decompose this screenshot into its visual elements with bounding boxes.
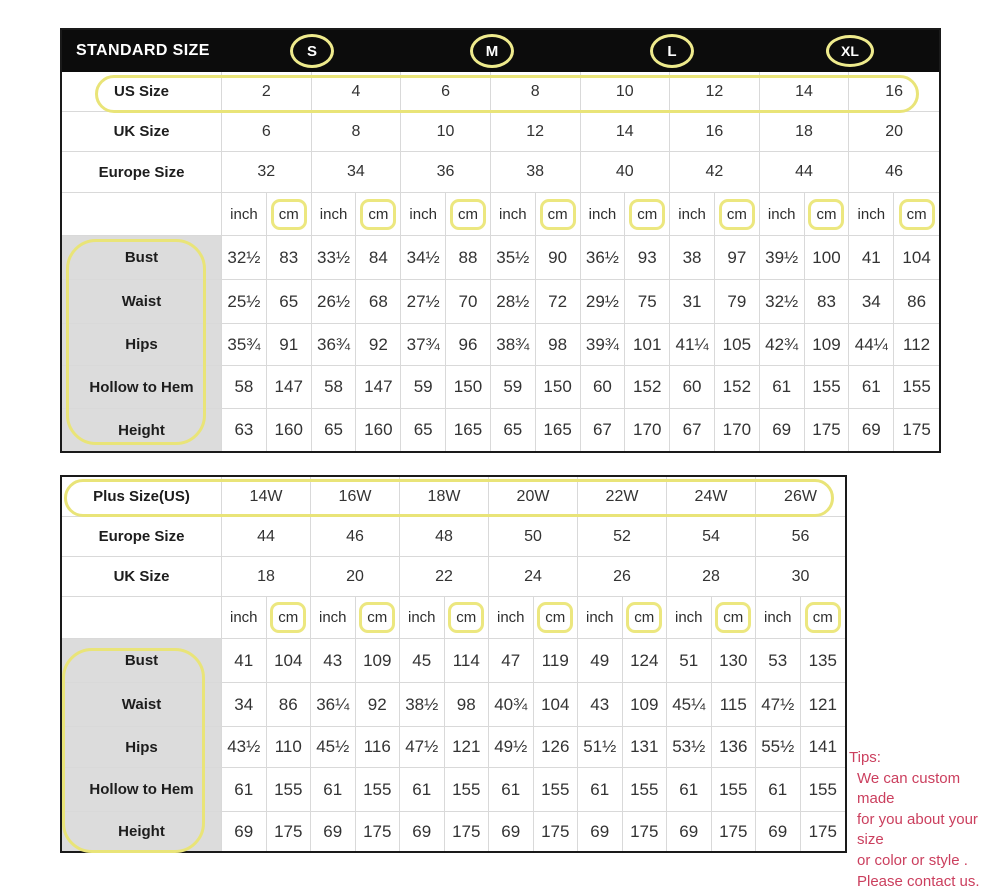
cell-hollow-to-hem-6: 61 (489, 768, 534, 812)
cell-waist-12: 47½ (756, 683, 801, 727)
cell-bust-7: 119 (534, 639, 579, 683)
cell-bust-11: 130 (712, 639, 757, 683)
row-label-hips: Hips (62, 727, 222, 768)
cm-highlight-box: cm (540, 199, 576, 230)
cell-waist-12: 32½ (760, 280, 805, 324)
size-badge-m: M (470, 34, 514, 68)
cell-waist-1: 86 (267, 683, 312, 727)
cell-waist-11: 115 (712, 683, 757, 727)
cm-highlight-box: cm (626, 602, 662, 633)
cell-us-size-3: 8 (491, 72, 581, 112)
cell-bust-9: 124 (623, 639, 668, 683)
tips-line: for you about your size (857, 811, 978, 848)
unit-row-spacer (62, 597, 222, 639)
cell-waist-2: 36¼ (311, 683, 356, 727)
cell-uk-size-6: 18 (760, 112, 850, 152)
cell-bust-4: 34½ (401, 236, 446, 280)
plus-size-table (60, 475, 847, 853)
cell-hollow-to-hem-4: 61 (400, 768, 445, 812)
unit-cm-1 (356, 193, 401, 236)
cell-hollow-to-hem-3: 155 (356, 768, 401, 812)
cell-height-1: 175 (267, 812, 312, 851)
unit-cm-6 (801, 597, 846, 639)
cell-waist-8: 29½ (581, 280, 626, 324)
cell-hips-3: 92 (356, 324, 401, 366)
cell-us-size-4: 10 (581, 72, 671, 112)
cell-hollow-to-hem-0: 58 (222, 366, 267, 409)
cell-europe-size-4: 52 (578, 517, 667, 557)
cell-hollow-to-hem-15: 155 (894, 366, 939, 409)
cell-plus-size-us-5: 24W (667, 477, 756, 517)
cell-height-11: 170 (715, 409, 760, 451)
row-label-us-size: US Size (62, 72, 222, 112)
cell-bust-7: 90 (536, 236, 581, 280)
cell-bust-12: 39½ (760, 236, 805, 280)
cell-height-0: 69 (222, 812, 267, 851)
cell-hollow-to-hem-5: 150 (446, 366, 491, 409)
cell-hollow-to-hem-0: 61 (222, 768, 267, 812)
cell-uk-size-3: 12 (491, 112, 581, 152)
cell-europe-size-3: 38 (491, 152, 581, 193)
cell-hips-9: 131 (623, 727, 668, 768)
cell-height-14: 69 (849, 409, 894, 451)
cell-bust-5: 114 (445, 639, 490, 683)
cell-hips-8: 39¾ (581, 324, 626, 366)
unit-cm-1 (356, 597, 401, 639)
cell-height-7: 165 (536, 409, 581, 451)
unit-inch-0: inch (222, 193, 267, 236)
unit-cm-5 (712, 597, 757, 639)
cell-plus-size-us-0: 14W (222, 477, 311, 517)
cell-uk-size-2: 10 (401, 112, 491, 152)
cell-height-3: 160 (356, 409, 401, 451)
cell-waist-13: 83 (805, 280, 850, 324)
cell-waist-0: 25½ (222, 280, 267, 324)
cell-uk-size-3: 24 (489, 557, 578, 597)
cell-hollow-to-hem-10: 61 (667, 768, 712, 812)
row-label-uk-size: UK Size (62, 557, 222, 597)
cell-height-4: 69 (400, 812, 445, 851)
unit-cm-0 (267, 193, 312, 236)
unit-cm-3 (534, 597, 579, 639)
unit-inch-3: inch (489, 597, 534, 639)
cell-hollow-to-hem-11: 155 (712, 768, 757, 812)
cm-highlight-box: cm (359, 602, 395, 633)
cell-hollow-to-hem-4: 59 (401, 366, 446, 409)
cell-uk-size-5: 16 (670, 112, 760, 152)
cell-hips-1: 91 (267, 324, 312, 366)
cell-hips-6: 38¾ (491, 324, 536, 366)
cell-us-size-5: 12 (670, 72, 760, 112)
unit-inch-3: inch (491, 193, 536, 236)
cell-hips-2: 36¾ (312, 324, 357, 366)
cell-waist-7: 104 (534, 683, 579, 727)
cell-hips-13: 141 (801, 727, 846, 768)
cell-hollow-to-hem-6: 59 (491, 366, 536, 409)
cell-hips-9: 101 (625, 324, 670, 366)
cell-hollow-to-hem-2: 58 (312, 366, 357, 409)
unit-inch-2: inch (400, 597, 445, 639)
row-label-waist: Waist (62, 280, 222, 324)
cell-waist-1: 65 (267, 280, 312, 324)
cell-bust-6: 47 (489, 639, 534, 683)
plus-size-body (62, 477, 845, 851)
standard-size-title: STANDARD SIZE (76, 42, 210, 59)
cell-hollow-to-hem-12: 61 (756, 768, 801, 812)
cell-waist-3: 92 (356, 683, 401, 727)
unit-inch-4: inch (581, 193, 626, 236)
size-badge-s: S (290, 34, 334, 68)
cell-bust-14: 41 (849, 236, 894, 280)
row-label-europe-size: Europe Size (62, 517, 222, 557)
cell-europe-size-0: 32 (222, 152, 312, 193)
cell-hollow-to-hem-1: 155 (267, 768, 312, 812)
cell-hollow-to-hem-9: 155 (623, 768, 668, 812)
cell-bust-2: 33½ (312, 236, 357, 280)
cell-us-size-6: 14 (760, 72, 850, 112)
cell-plus-size-us-1: 16W (311, 477, 400, 517)
cm-highlight-box: cm (899, 199, 935, 230)
cell-bust-1: 104 (267, 639, 312, 683)
cell-hollow-to-hem-10: 60 (670, 366, 715, 409)
cell-hips-11: 105 (715, 324, 760, 366)
cell-waist-15: 86 (894, 280, 939, 324)
standard-size-header-bar (62, 30, 939, 72)
cell-bust-2: 43 (311, 639, 356, 683)
cell-europe-size-2: 36 (401, 152, 491, 193)
unit-cm-6 (805, 193, 850, 236)
row-label-hollow-to-hem: Hollow to Hem (62, 366, 222, 409)
cell-height-3: 175 (356, 812, 401, 851)
row-label-hollow-to-hem: Hollow to Hem (62, 768, 222, 812)
cell-hollow-to-hem-2: 61 (311, 768, 356, 812)
cell-height-13: 175 (805, 409, 850, 451)
cell-europe-size-1: 34 (312, 152, 402, 193)
cell-bust-13: 135 (801, 639, 846, 683)
cell-hollow-to-hem-8: 61 (578, 768, 623, 812)
cell-height-7: 175 (534, 812, 579, 851)
cell-height-13: 175 (801, 812, 846, 851)
cell-height-12: 69 (756, 812, 801, 851)
cell-waist-10: 31 (670, 280, 715, 324)
unit-cm-0 (267, 597, 312, 639)
cell-europe-size-6: 56 (756, 517, 845, 557)
unit-inch-2: inch (401, 193, 446, 236)
cell-waist-9: 75 (625, 280, 670, 324)
cell-uk-size-6: 30 (756, 557, 845, 597)
cell-waist-8: 43 (578, 683, 623, 727)
cell-bust-10: 51 (667, 639, 712, 683)
row-label-plus-size-us: Plus Size(US) (62, 477, 222, 517)
cell-height-0: 63 (222, 409, 267, 451)
cell-uk-size-4: 14 (581, 112, 671, 152)
cell-uk-size-0: 18 (222, 557, 311, 597)
cell-us-size-1: 4 (312, 72, 402, 112)
cell-bust-1: 83 (267, 236, 312, 280)
cell-hips-1: 110 (267, 727, 312, 768)
cell-bust-12: 53 (756, 639, 801, 683)
cell-waist-6: 28½ (491, 280, 536, 324)
row-label-hips: Hips (62, 324, 222, 366)
cm-highlight-box: cm (629, 199, 665, 230)
cell-plus-size-us-6: 26W (756, 477, 845, 517)
cell-waist-9: 109 (623, 683, 668, 727)
cm-highlight-box: cm (270, 602, 306, 633)
row-label-height: Height (62, 812, 222, 851)
cell-hips-4: 37¾ (401, 324, 446, 366)
unit-cm-4 (625, 193, 670, 236)
cell-bust-8: 36½ (581, 236, 626, 280)
cell-hollow-to-hem-9: 152 (625, 366, 670, 409)
cell-uk-size-1: 8 (312, 112, 402, 152)
cell-hips-2: 45½ (311, 727, 356, 768)
cell-europe-size-6: 44 (760, 152, 850, 193)
cell-hollow-to-hem-7: 150 (536, 366, 581, 409)
cell-europe-size-7: 46 (849, 152, 939, 193)
unit-inch-1: inch (311, 597, 356, 639)
cell-hips-0: 43½ (222, 727, 267, 768)
cell-hips-7: 98 (536, 324, 581, 366)
unit-inch-4: inch (578, 597, 623, 639)
cell-europe-size-5: 54 (667, 517, 756, 557)
cm-highlight-box: cm (537, 602, 573, 633)
unit-inch-6: inch (760, 193, 805, 236)
row-label-bust: Bust (62, 639, 222, 683)
cell-waist-4: 27½ (401, 280, 446, 324)
cell-height-8: 69 (578, 812, 623, 851)
cell-hips-14: 44¼ (849, 324, 894, 366)
cell-hips-12: 42¾ (760, 324, 805, 366)
cell-us-size-2: 6 (401, 72, 491, 112)
cm-highlight-box: cm (360, 199, 396, 230)
tips-line: We can custom made (857, 770, 961, 807)
cm-highlight-box: cm (448, 602, 484, 633)
cell-height-5: 165 (446, 409, 491, 451)
cell-hips-12: 55½ (756, 727, 801, 768)
cell-height-15: 175 (894, 409, 939, 451)
unit-cm-3 (536, 193, 581, 236)
cell-bust-4: 45 (400, 639, 445, 683)
cell-hips-13: 109 (805, 324, 850, 366)
unit-inch-6: inch (756, 597, 801, 639)
cm-highlight-box: cm (808, 199, 844, 230)
cell-bust-5: 88 (446, 236, 491, 280)
standard-size-body (62, 72, 939, 451)
cell-europe-size-4: 40 (581, 152, 671, 193)
cell-waist-6: 40¾ (489, 683, 534, 727)
cell-hollow-to-hem-11: 152 (715, 366, 760, 409)
cell-hips-8: 51½ (578, 727, 623, 768)
cell-height-8: 67 (581, 409, 626, 451)
cell-hips-5: 121 (445, 727, 490, 768)
row-label-waist: Waist (62, 683, 222, 727)
cell-height-10: 67 (670, 409, 715, 451)
cell-uk-size-1: 20 (311, 557, 400, 597)
cell-plus-size-us-4: 22W (578, 477, 667, 517)
cell-waist-11: 79 (715, 280, 760, 324)
cell-plus-size-us-3: 20W (489, 477, 578, 517)
standard-size-table (60, 28, 941, 453)
cell-waist-4: 38½ (400, 683, 445, 727)
cell-europe-size-0: 44 (222, 517, 311, 557)
cm-highlight-box: cm (805, 602, 841, 633)
cell-height-1: 160 (267, 409, 312, 451)
cell-hips-3: 116 (356, 727, 401, 768)
unit-cm-4 (623, 597, 668, 639)
cell-bust-10: 38 (670, 236, 715, 280)
unit-inch-7: inch (849, 193, 894, 236)
cell-hollow-to-hem-7: 155 (534, 768, 579, 812)
size-badge-l: L (650, 34, 694, 68)
cell-hollow-to-hem-1: 147 (267, 366, 312, 409)
cell-bust-0: 32½ (222, 236, 267, 280)
cell-hips-11: 136 (712, 727, 757, 768)
cell-us-size-7: 16 (849, 72, 939, 112)
cell-waist-13: 121 (801, 683, 846, 727)
cell-hollow-to-hem-13: 155 (801, 768, 846, 812)
cell-waist-5: 98 (445, 683, 490, 727)
cm-highlight-box: cm (719, 199, 755, 230)
cell-hollow-to-hem-12: 61 (760, 366, 805, 409)
row-label-europe-size: Europe Size (62, 152, 222, 193)
cell-europe-size-2: 48 (400, 517, 489, 557)
row-label-height: Height (62, 409, 222, 451)
cell-bust-3: 109 (356, 639, 401, 683)
cell-waist-10: 45¼ (667, 683, 712, 727)
cell-height-10: 69 (667, 812, 712, 851)
cell-height-9: 175 (623, 812, 668, 851)
row-label-uk-size: UK Size (62, 112, 222, 152)
cell-bust-8: 49 (578, 639, 623, 683)
cm-highlight-box: cm (271, 199, 307, 230)
cell-bust-0: 41 (222, 639, 267, 683)
unit-inch-0: inch (222, 597, 267, 639)
cell-waist-3: 68 (356, 280, 401, 324)
cell-hips-10: 53½ (667, 727, 712, 768)
cell-hollow-to-hem-5: 155 (445, 768, 490, 812)
unit-inch-5: inch (670, 193, 715, 236)
cm-highlight-box: cm (715, 602, 751, 633)
cell-height-2: 65 (312, 409, 357, 451)
cell-height-2: 69 (311, 812, 356, 851)
cell-hollow-to-hem-14: 61 (849, 366, 894, 409)
cell-hollow-to-hem-8: 60 (581, 366, 626, 409)
unit-cm-2 (446, 193, 491, 236)
cm-highlight-box: cm (450, 199, 486, 230)
cell-uk-size-7: 20 (849, 112, 939, 152)
cell-bust-3: 84 (356, 236, 401, 280)
cell-bust-15: 104 (894, 236, 939, 280)
cell-bust-11: 97 (715, 236, 760, 280)
unit-row-spacer (62, 193, 222, 236)
unit-inch-5: inch (667, 597, 712, 639)
cell-hollow-to-hem-13: 155 (805, 366, 850, 409)
cell-uk-size-4: 26 (578, 557, 667, 597)
cell-europe-size-3: 50 (489, 517, 578, 557)
cell-waist-14: 34 (849, 280, 894, 324)
cell-hips-7: 126 (534, 727, 579, 768)
cell-height-12: 69 (760, 409, 805, 451)
cell-height-9: 170 (625, 409, 670, 451)
cell-height-6: 65 (491, 409, 536, 451)
cell-bust-13: 100 (805, 236, 850, 280)
cell-hips-0: 35¾ (222, 324, 267, 366)
cell-hips-5: 96 (446, 324, 491, 366)
cell-waist-7: 72 (536, 280, 581, 324)
cell-height-6: 69 (489, 812, 534, 851)
cell-us-size-0: 2 (222, 72, 312, 112)
cell-plus-size-us-2: 18W (400, 477, 489, 517)
cell-height-5: 175 (445, 812, 490, 851)
cell-bust-9: 93 (625, 236, 670, 280)
cell-uk-size-0: 6 (222, 112, 312, 152)
unit-cm-7 (894, 193, 939, 236)
cell-europe-size-1: 46 (311, 517, 400, 557)
cell-hollow-to-hem-3: 147 (356, 366, 401, 409)
cell-waist-2: 26½ (312, 280, 357, 324)
cell-hips-6: 49½ (489, 727, 534, 768)
tips-line: Please contact us. (857, 873, 980, 887)
cell-uk-size-2: 22 (400, 557, 489, 597)
tips-title: Tips: (849, 749, 881, 766)
row-label-bust: Bust (62, 236, 222, 280)
unit-inch-1: inch (312, 193, 357, 236)
tips-line: or color or style . (857, 852, 968, 869)
cell-europe-size-5: 42 (670, 152, 760, 193)
tips-note (849, 748, 999, 887)
size-badge-xl: XL (826, 35, 874, 67)
cell-hips-15: 112 (894, 324, 939, 366)
cell-uk-size-5: 28 (667, 557, 756, 597)
cell-height-11: 175 (712, 812, 757, 851)
cell-hips-10: 41¼ (670, 324, 715, 366)
cell-waist-5: 70 (446, 280, 491, 324)
cell-bust-6: 35½ (491, 236, 536, 280)
unit-cm-5 (715, 193, 760, 236)
cell-waist-0: 34 (222, 683, 267, 727)
cell-hips-4: 47½ (400, 727, 445, 768)
unit-cm-2 (445, 597, 490, 639)
cell-height-4: 65 (401, 409, 446, 451)
